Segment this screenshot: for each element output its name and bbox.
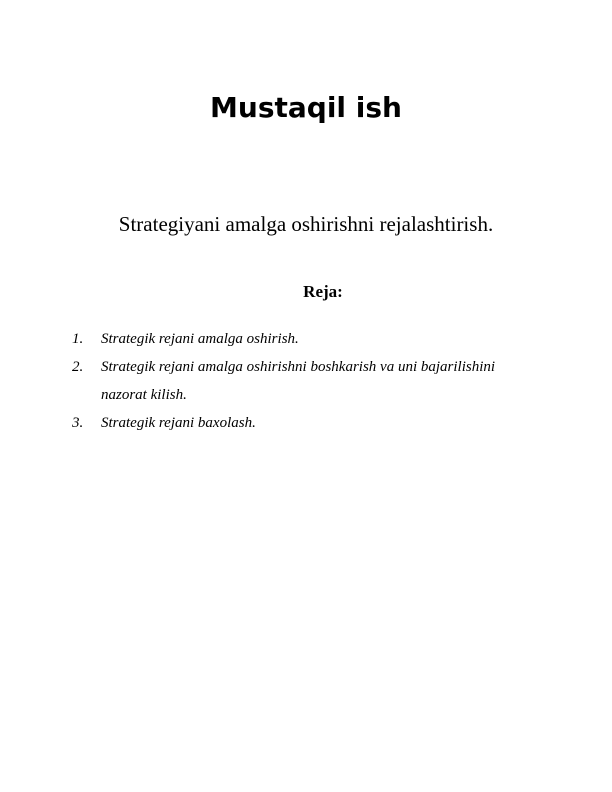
plan-item-number: 1. [72, 331, 84, 347]
plan-item-number: 2. [72, 359, 84, 375]
plan-item [72, 409, 542, 437]
document-subtitle: Strategiyani amalga oshirishni rejalashtirish. [118, 212, 494, 236]
plan-heading: Reja: [303, 282, 343, 301]
plan-item [72, 325, 542, 353]
plan-list [72, 325, 542, 437]
plan-item-text: Strategik rejani baxolash. [101, 415, 256, 431]
plan-item-number: 3. [72, 415, 84, 431]
plan-item [72, 353, 542, 409]
plan-item-text: Strategik rejani amalga oshirish. [101, 331, 299, 347]
document-title: Mustaqil ish [210, 91, 402, 124]
plan-item-text: Strategik rejani amalga oshirishni boshkarish va uni bajarilishini nazorat kilish. [101, 359, 496, 403]
